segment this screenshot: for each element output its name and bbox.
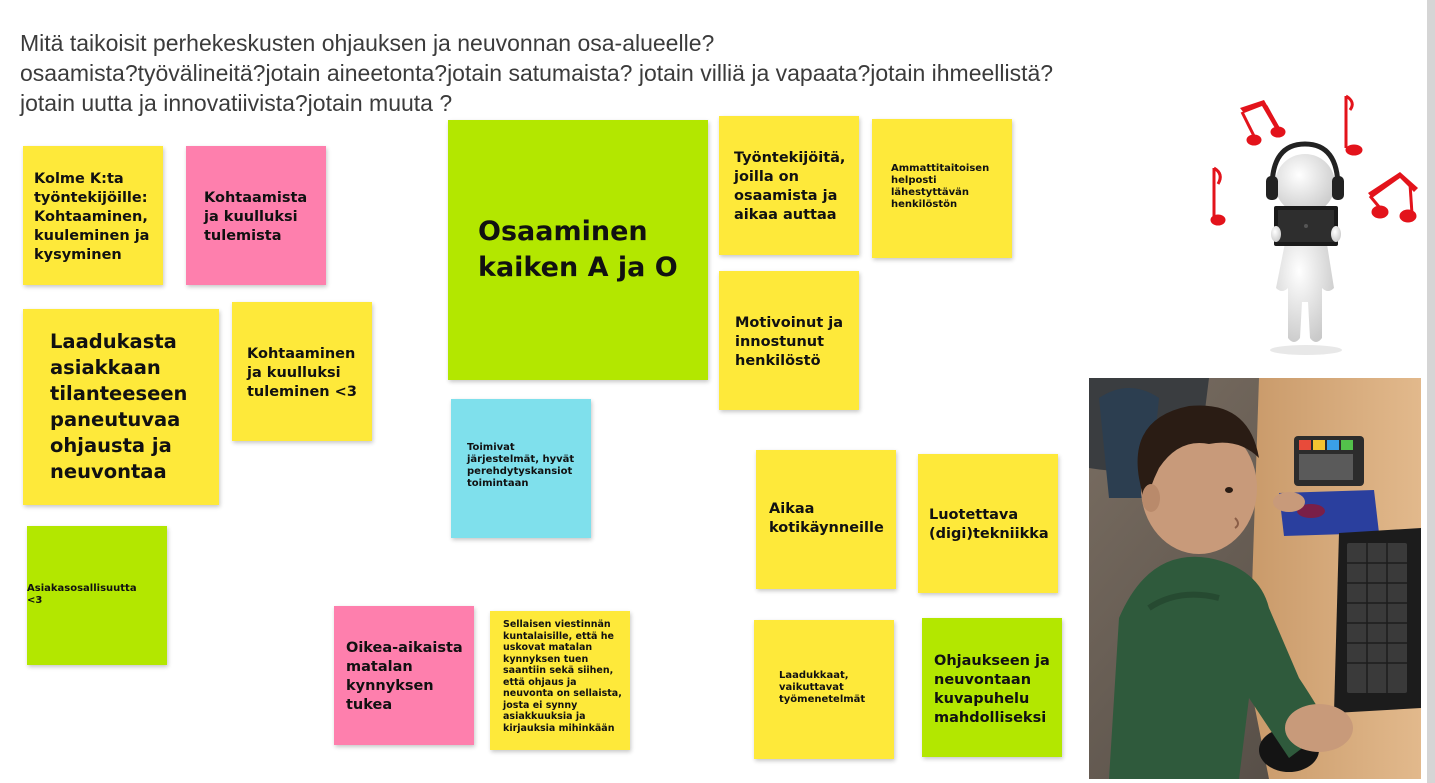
sticky-note-sellaisen[interactable]: Sellaisen viestinnän kuntalaisille, että he uskovat matalan kynnyksen tuen saantiin sekä siihen, että ohjaus ja neuvonta on sellaista, josta ei synny asiakkuuksia ja kirjauksia mihinkään [490, 611, 630, 750]
question-line-1: Mitä taikoisit perhekeskusten ohjauksen ja neuvonnan osa-alueelle? [20, 30, 715, 56]
sticky-note-oikea-aikaista[interactable]: Oikea-aikaista matalan kynnyksen tukea [334, 606, 474, 745]
sticky-note-osaaminen[interactable]: Osaaminen kaiken A ja O [448, 120, 708, 380]
sticky-note-ohjaukseen[interactable]: Ohjaukseen ja neuvontaan kuvapuhelu mahdolliseksi [922, 618, 1062, 757]
sticky-note-aikaa[interactable]: Aikaa kotikäynneille [756, 450, 896, 589]
headphones-figure-illustration[interactable] [1198, 88, 1428, 356]
sticky-note-laadukasta[interactable]: Laadukasta asiakkaan tilanteeseen paneutuvaa ohjausta ja neuvontaa [23, 309, 219, 505]
music-note-icon-2 [1346, 96, 1362, 155]
scrollbar-track[interactable] [1427, 0, 1435, 783]
sticky-note-kohtaaminen-heart[interactable]: Kohtaaminen ja kuulluksi tuleminen <3 [232, 302, 372, 441]
sticky-note-kohtaamista[interactable]: Kohtaamista ja kuulluksi tulemista [186, 146, 326, 285]
music-note-icon [1240, 100, 1285, 145]
board-question [20, 28, 1350, 118]
music-note-icon-3 [1211, 168, 1225, 225]
scrollbar-thumb[interactable] [1427, 0, 1435, 783]
sticky-note-asiakasosallisuutta[interactable]: Asiakasosallisuutta <3 [27, 526, 167, 665]
music-note-icon-4 [1368, 172, 1418, 222]
question-line-2: osaamista?työvälineitä?jotain aineetonta?jotain satumaista? jotain villiä ja vapaata?jotain ihmeellistä? [20, 60, 1054, 86]
question-line-3: jotain uutta ja innovatiivista?jotain muuta ? [20, 90, 453, 116]
sticky-note-ammattitaitoisen[interactable]: Ammattitaitoisen helposti lähestyttävän henkilöstön [872, 119, 1012, 258]
child-at-computer-photo[interactable] [1089, 378, 1421, 779]
sticky-note-luotettava[interactable]: Luotettava (digi)tekniikka [918, 454, 1058, 593]
sticky-note-laadukkaat[interactable]: Laadukkaat, vaikuttavat työmenetelmät [754, 620, 894, 759]
sticky-note-toimivat[interactable]: Toimivat järjestelmät, hyvät perehdytyskansiot toimintaan [451, 399, 591, 538]
sticky-note-tyontekijoita[interactable]: Työntekijöitä, joilla on osaamista ja aikaa auttaa [719, 116, 859, 255]
sticky-note-motivoinut[interactable]: Motivoinut ja innostunut henkilöstö [719, 271, 859, 410]
sticky-note-kolme-k[interactable]: Kolme K:ta työntekijöille: Kohtaaminen, kuuleminen ja kysyminen [23, 146, 163, 285]
